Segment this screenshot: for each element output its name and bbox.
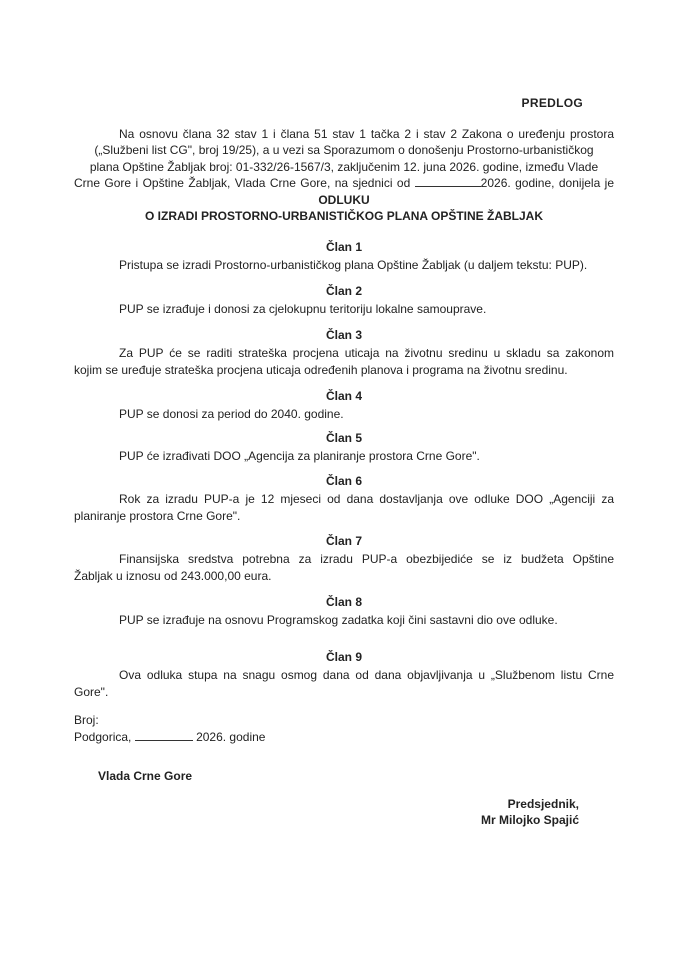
article-1-text: Pristupa se izradi Prostorno-urbanističkog plana Opštine Žabljak (u daljem tekstu: PUP). <box>119 258 588 272</box>
proposal-label: PREDLOG <box>521 96 583 110</box>
article-3-text: Za PUP će se raditi strateška procjena uticaja na životnu sredinu u skladu sa zakonom kojim se uređuje strateška procjena uticaja određenih planova i programa na životnu sredinu. <box>74 346 614 377</box>
preamble <box>74 126 614 191</box>
preamble-line-1: Na osnovu člana 32 stav 1 i člana 51 stav 1 tačka 2 i stav 2 Zakona o uređenju prostora <box>119 127 614 141</box>
date-blank <box>415 175 481 187</box>
article-2-text: PUP se izrađuje i donosi za cjelokupnu teritoriju lokalne samouprave. <box>119 302 487 316</box>
preamble-line-4: Crne Gore i Opštine Žabljak, Vlada Crne Gore, na sjednici od 2026. godine, donijela je <box>74 175 615 190</box>
article-5-heading: Član 5 <box>325 431 362 445</box>
article-1-heading: Član 1 <box>325 240 362 254</box>
signatory-name: Mr Milojko Spajić <box>480 813 579 827</box>
article-8-text: PUP se izrađuje na osnovu Programskog zadatka koji čini sastavni dio ove odluke. <box>119 613 558 627</box>
day-blank <box>135 729 193 741</box>
decision-subtitle: O IZRADI PROSTORNO-URBANISTIČKOG PLANA OPŠTINE ŽABLJAK <box>144 209 543 223</box>
article-5-text: PUP će izrađivati DOO „Agencija za planiranje prostora Crne Gore". <box>119 449 480 463</box>
article-6-text: Rok za izradu PUP-a je 12 mjeseci od dana dostavljanja ove odluke DOO „Agenciji za planiranje prostora Crne Gore". <box>74 492 614 523</box>
article-4-heading: Član 4 <box>325 389 362 403</box>
article-4-text: PUP se donosi za period do 2040. godine. <box>119 407 344 421</box>
decision-title: ODLUKU <box>318 193 370 207</box>
article-7-text: Finansijska sredstva potrebna za izradu PUP-a obezbijediće se iz budžeta Opštine Žabljak u iznosu od 243.000,00 eura. <box>74 552 614 583</box>
preamble-line-2: („Službeni list CG", broj 19/25), a u vezi sa Sporazumom o donošenju Prostorno-urbanističkog <box>94 143 594 158</box>
article-6-heading: Član 6 <box>325 474 362 488</box>
article-7-heading: Član 7 <box>325 534 362 548</box>
place-date-line: Podgorica, 2026. godine <box>74 730 266 744</box>
article-9-text: Ova odluka stupa na snagu osmog dana od dana objavljivanja u „Službenom listu Crne Gore". <box>74 668 614 699</box>
number-label: Broj: <box>74 713 99 727</box>
article-9-heading: Član 9 <box>325 650 362 664</box>
signatory-role: Predsjednik, <box>507 797 579 811</box>
preamble-line-3: plana Opštine Žabljak broj: 01-332/26-1567/3, zaključenim 12. juna 2026. godine, između Vlade <box>89 159 599 174</box>
article-3-heading: Član 3 <box>325 328 362 342</box>
article-8-heading: Član 8 <box>325 595 362 609</box>
article-2-heading: Član 2 <box>325 284 362 298</box>
government-name: Vlada Crne Gore <box>98 769 193 783</box>
